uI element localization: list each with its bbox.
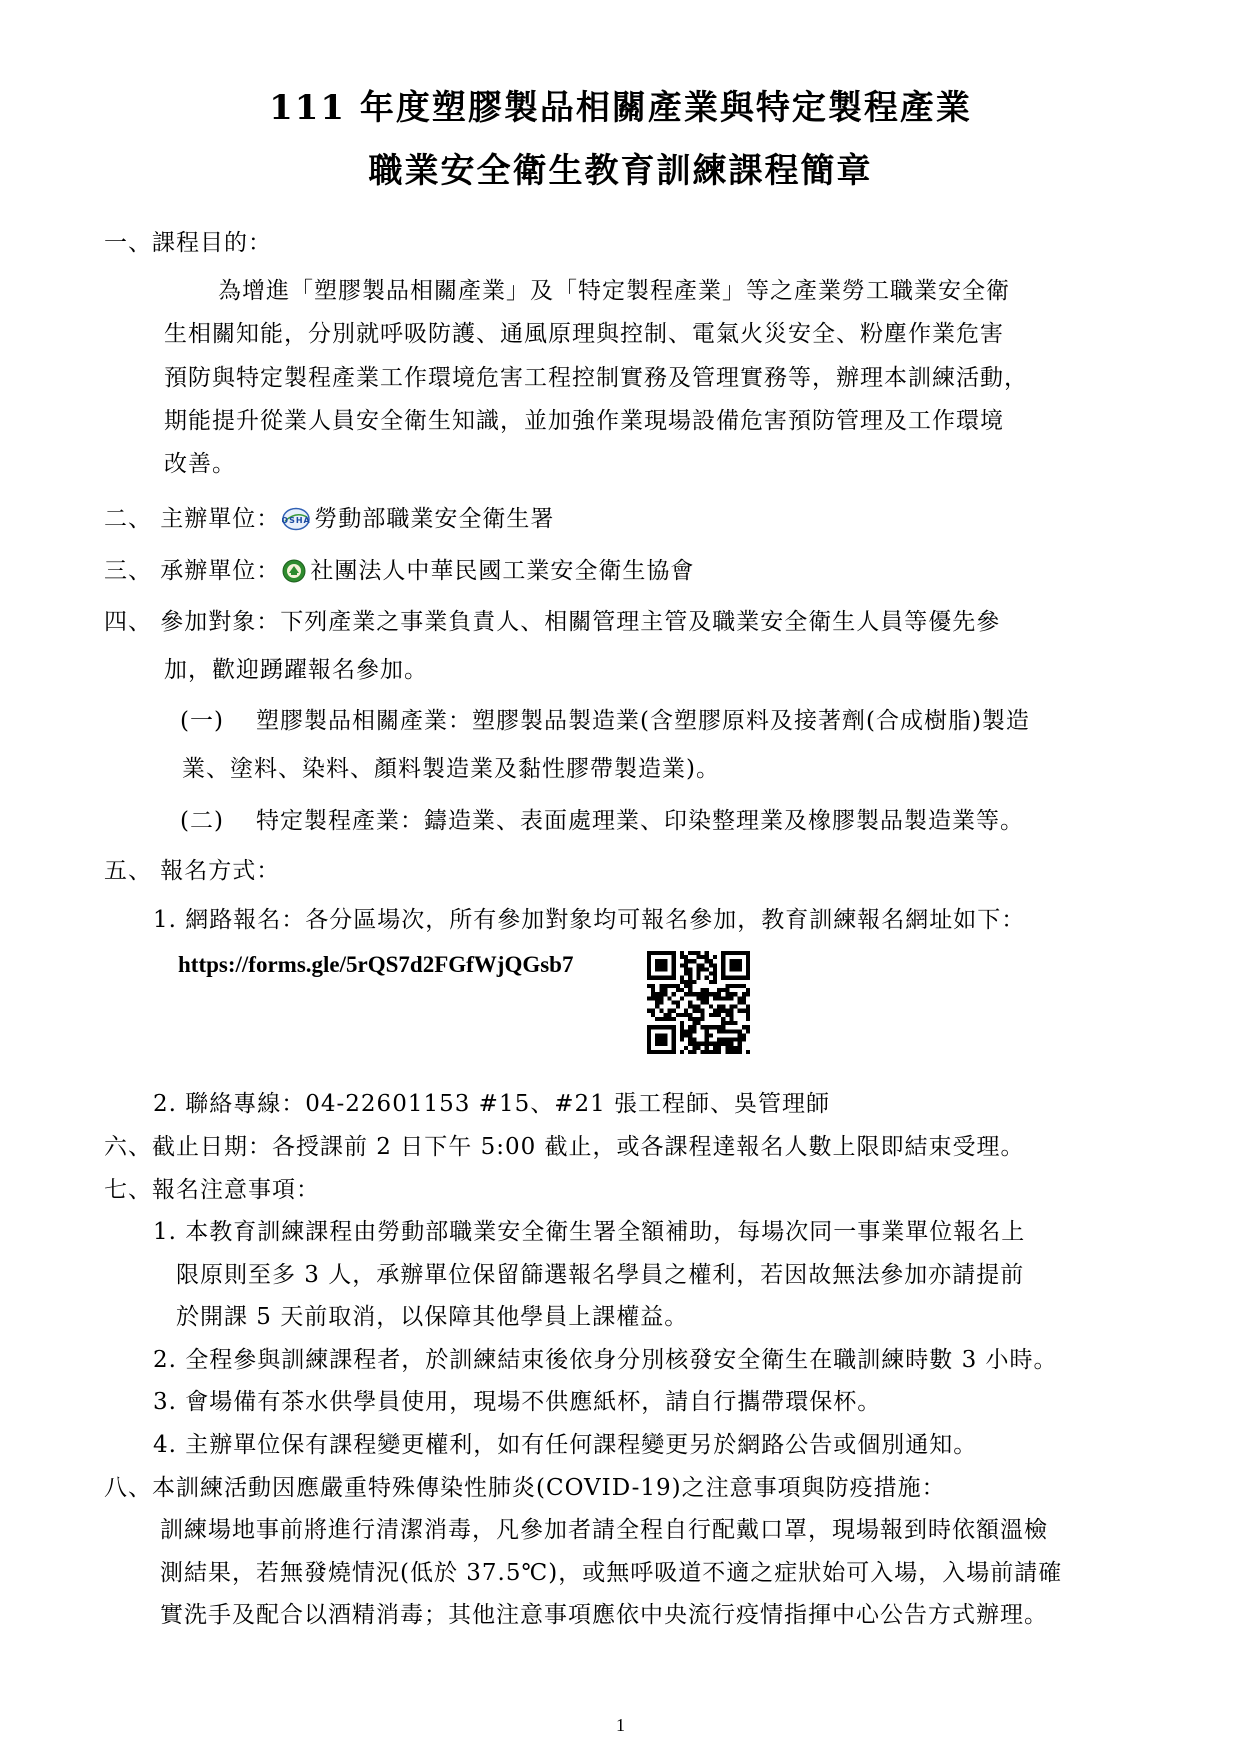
s3-row — [104, 556, 694, 591]
doc-title-line1: 111 年度塑膠製品相關產業與特定製程產業 — [269, 88, 972, 128]
s8-line: 訓練場地事前將進行清潔消毒，凡參加者請全程自行配戴口罩，現場報到時依額溫檢 — [160, 1517, 1048, 1543]
s7-item3: 3. 會場備有茶水供學員使用，現場不供應紙杯，請自行攜帶環保杯。 — [153, 1389, 882, 1415]
s4-heading: 四、 參加對象：下列產業之事業負責人、相關管理主管及職業安全衛生人員等優先參 — [104, 609, 1001, 635]
s4-sub1-num: (一) — [180, 708, 224, 734]
s4-sub1-b: 業、塗料、染料、顏料製造業及黏性膠帶製造業)。 — [182, 756, 720, 782]
s7-item1-c: 於開課 5 天前取消，以保障其他學員上課權益。 — [176, 1304, 689, 1330]
s5-heading: 五、 報名方式： — [104, 858, 281, 884]
s4-cont: 加，歡迎踴躍報名參加。 — [164, 657, 428, 683]
s1-line: 生相關知能，分別就呼吸防護、通風原理與控制、電氣火災安全、粉塵作業危害 — [164, 321, 1004, 347]
s5-item2: 2. 聯絡專線：04-22601153 #15、#21 張工程師、吳管理師 — [153, 1091, 831, 1117]
s7-item2: 2. 全程參與訓練課程者，於訓練結束後依身分別核發安全衛生在職訓練時數 3 小時。 — [153, 1347, 1058, 1373]
s8-line: 實洗手及配合以酒精消毒；其他注意事項應依中央流行疫情指揮中心公告方式辦理。 — [160, 1602, 1048, 1628]
s6-heading: 六、截止日期：各授課前 2 日下午 5:00 截止，或各課程達報名人數上限即結束受理。 — [104, 1134, 1025, 1160]
s1-line: 預防與特定製程產業工作環境危害工程控制實務及管理實務等，辦理本訓練活動， — [164, 365, 1028, 391]
s4-sub2-a: 特定製程產業：鑄造業、表面處理業、印染整理業及橡膠製品製造業等。 — [256, 808, 1024, 834]
qr-code-icon — [647, 951, 750, 1058]
s3-org: 社團法人中華民國工業安全衛生協會 — [310, 558, 695, 584]
s5-item1: 1. 網路報名：各分區場次，所有參加對象均可報名參加，教育訓練報名網址如下： — [153, 907, 1026, 933]
s7-heading: 七、報名注意事項： — [104, 1177, 320, 1203]
osha-logo-icon — [282, 507, 310, 539]
doc-title-line2: 職業安全衛生教育訓練課程簡章 — [368, 151, 873, 191]
s3-label: 三、 承辦單位： — [104, 558, 281, 584]
s1-line: 改善。 — [164, 451, 236, 477]
s8-line: 測結果，若無發燒情況(低於 37.5℃)，或無呼吸道不適之症狀始可入場，入場前請確 — [160, 1560, 1063, 1586]
s2-label: 二、 主辦單位： — [104, 506, 281, 532]
s2-row — [104, 504, 554, 539]
s4-sub1-a: 塑膠製品相關產業：塑膠製品製造業(含塑膠原料及接著劑(合成樹脂)製造 — [256, 708, 1030, 734]
s7-item1-a: 1. 本教育訓練課程由勞動部職業安全衛生署全額補助，每場次同一事業單位報名上 — [153, 1219, 1026, 1245]
s1-line: 為增進「塑膠製品相關產業」及「特定製程產業」等之產業勞工職業安全衛 — [218, 278, 1010, 304]
s7-item1-b: 限原則至多 3 人，承辦單位保留篩選報名學員之權利，若因故無法參加亦請提前 — [176, 1262, 1025, 1288]
s2-org: 勞動部職業安全衛生署 — [314, 506, 555, 532]
association-seal-icon — [282, 559, 306, 591]
s8-heading: 八、本訓練活動因應嚴重特殊傳染性肺炎(COVID-19)之注意事項與防疫措施： — [104, 1475, 946, 1501]
s4-sub2-num: (二) — [180, 808, 224, 834]
page-number: 1 — [616, 1715, 625, 1735]
registration-url[interactable]: https://forms.gle/5rQS7d2FGfWjQGsb7 — [178, 952, 574, 977]
s7-item4: 4. 主辦單位保有課程變更權利，如有任何課程變更另於網路公告或個別通知。 — [153, 1432, 978, 1458]
svg-text:OSHA: OSHA — [282, 516, 311, 525]
s1-heading: 一、課程目的： — [104, 230, 272, 256]
s1-line: 期能提升從業人員安全衛生知識，並加強作業現場設備危害預防管理及工作環境 — [164, 408, 1004, 434]
